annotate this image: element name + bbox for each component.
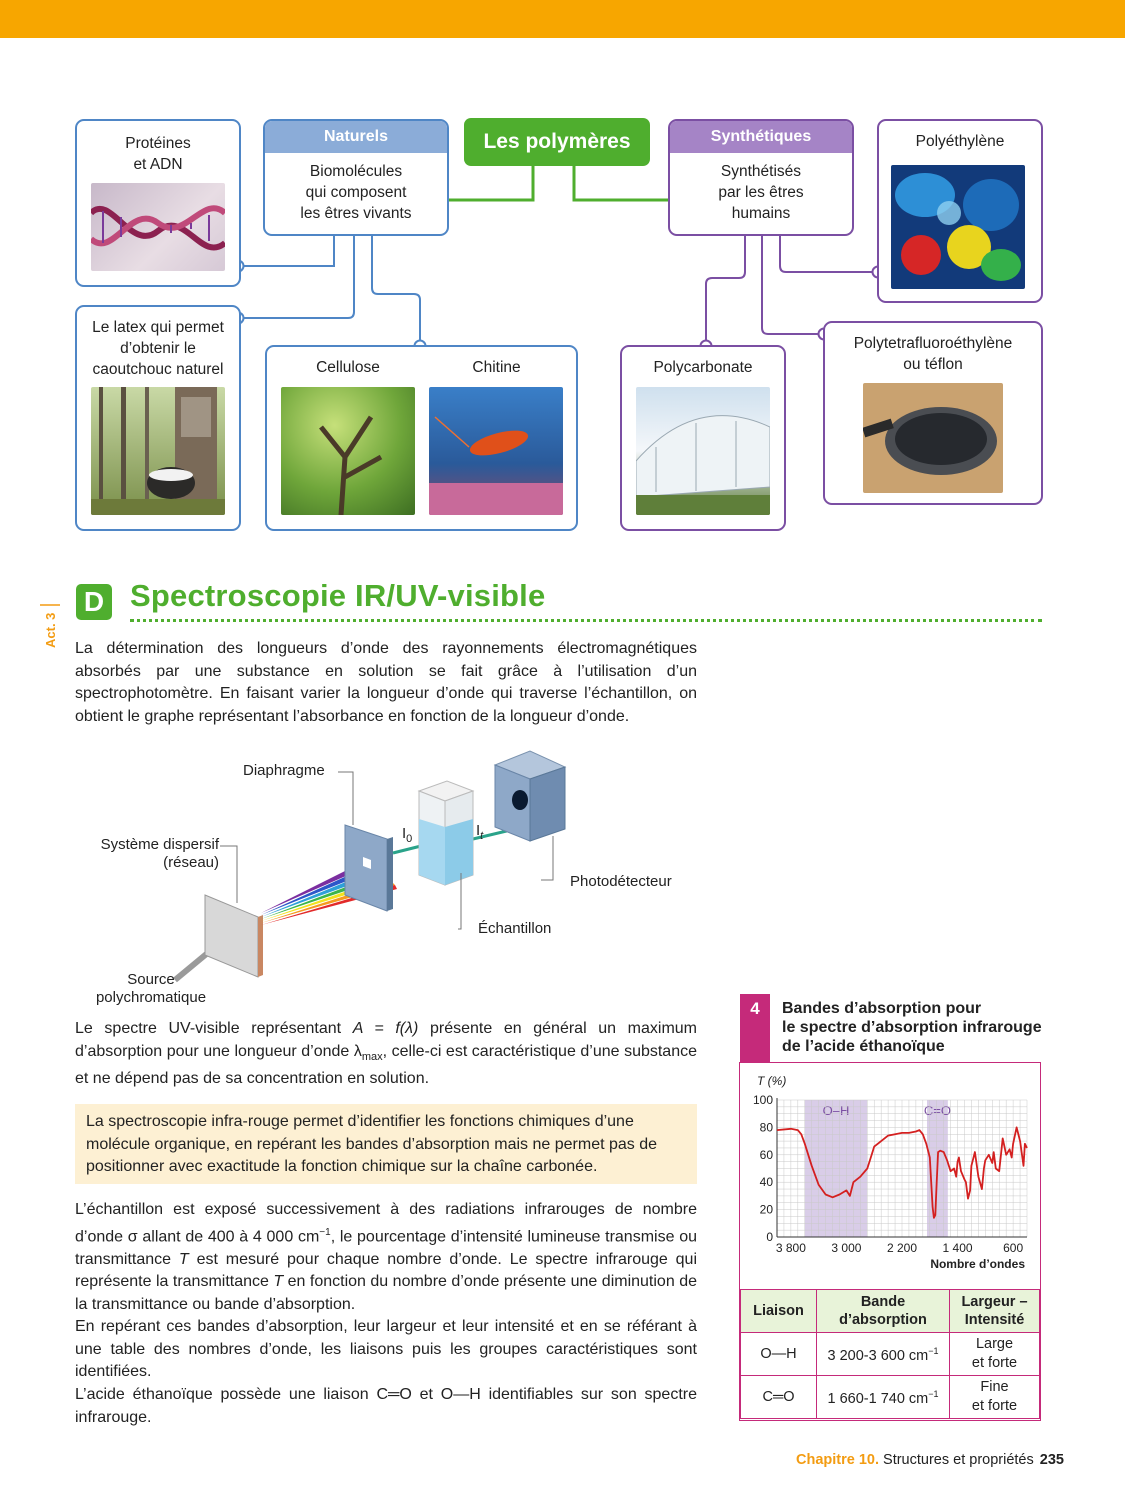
label-diaphragme: Diaphragme bbox=[243, 762, 325, 779]
table-row bbox=[741, 1333, 1040, 1376]
card-cellulose-chitine bbox=[265, 345, 578, 531]
y-tick-label: 80 bbox=[759, 1120, 773, 1135]
label-systeme-dispersif: Système dispersif (réseau) bbox=[100, 836, 219, 871]
cell-liaison: C═O bbox=[741, 1376, 817, 1419]
label-echantillon: Échantillon bbox=[478, 920, 552, 937]
label-i0: $I_0$ bbox=[402, 825, 413, 845]
x-axis-label: Nombre d’ondes bbox=[930, 1257, 1025, 1271]
grating bbox=[205, 895, 258, 977]
tree-photo bbox=[281, 387, 415, 515]
act-badge bbox=[38, 602, 62, 650]
dna-photo bbox=[91, 183, 225, 271]
x-tick-label: 2 200 bbox=[886, 1241, 918, 1255]
act-label: Act. 3 bbox=[43, 612, 58, 648]
col-liaison: Liaison bbox=[741, 1290, 817, 1333]
y-axis-label: T (%) bbox=[757, 1074, 787, 1088]
col-largeur: Largeur – Intensité bbox=[950, 1290, 1040, 1333]
polycarbonate-label: Polycarbonate bbox=[653, 359, 753, 376]
sample-cuvette bbox=[419, 781, 473, 885]
y-tick-label: 60 bbox=[759, 1147, 773, 1162]
ir-spectrum-chart bbox=[741, 1064, 1038, 1286]
shrimp-photo bbox=[429, 387, 563, 515]
card-teflon bbox=[823, 321, 1043, 505]
pan-photo bbox=[863, 383, 1003, 493]
polyethylene-label: Polyéthylène bbox=[915, 133, 1005, 150]
rubber-tree-photo bbox=[91, 387, 225, 515]
absorption-table bbox=[740, 1289, 1040, 1419]
page-footer: Chapitre 10. Structures et propriétés 235 bbox=[796, 1452, 1064, 1468]
ir-note-box bbox=[75, 1104, 697, 1184]
latex-label: Le latex qui permet d’obtenir le caoutchouc naturel bbox=[92, 319, 224, 378]
card-proteines-label: Protéines et ADN bbox=[125, 135, 191, 173]
section-title: Spectroscopie IR/UV-visible bbox=[130, 578, 546, 613]
y-tick-label: 100 bbox=[752, 1093, 773, 1107]
x-tick-label: 1 400 bbox=[942, 1241, 973, 1255]
figure-number: 4 bbox=[740, 994, 770, 1062]
label-photodetecteur: Photodétecteur bbox=[570, 873, 672, 890]
card-naturels bbox=[263, 119, 449, 236]
chitine-label: Chitine bbox=[472, 359, 521, 376]
cell-largeur: Large et forte bbox=[950, 1333, 1040, 1376]
ir-note-text: La spectroscopie infra-rouge permet d’identifier les fonctions chimiques d’une molécule organique, en repérant les bandes d’absorption mais ne permet pas de positionner avec exactitude la fonction chimique sur la chaîne carbonée. bbox=[86, 1113, 658, 1176]
photodetector bbox=[495, 751, 565, 841]
cell-bande: 1 660-1 740 $cm^{-1}$ bbox=[817, 1376, 950, 1419]
greenhouse-photo bbox=[636, 387, 770, 515]
bottles-photo bbox=[891, 165, 1025, 289]
cell-largeur: Fine et forte bbox=[950, 1376, 1040, 1419]
table-row bbox=[741, 1376, 1040, 1419]
cell-bande: 3 200-3 600 $cm^{-1}$ bbox=[817, 1333, 950, 1376]
teflon-label: Polytetrafluoroéthylène ou téflon bbox=[853, 335, 1013, 373]
label-it: $I_t$ bbox=[476, 822, 484, 842]
y-tick-label: 0 bbox=[766, 1230, 773, 1244]
map-center-title: Les polymères bbox=[464, 118, 650, 166]
x-tick-label: 3 800 bbox=[775, 1241, 806, 1255]
x-tick-label: 600 bbox=[1003, 1241, 1024, 1255]
cell-liaison: O—H bbox=[741, 1333, 817, 1376]
intro-paragraph: La détermination des longueurs d’onde des rayonnements électromagnétiques absorbés par une substance en solution se fait grâce à l’utilisation d’un spectrophotomètre. En faisant varier la longueur d’onde qui traverse l’échantillon, on obtient le graphe représentant l’absorbance en fonction de la longueur d’onde. bbox=[75, 640, 697, 725]
card-latex bbox=[75, 305, 241, 531]
cellulose-label: Cellulose bbox=[316, 359, 380, 376]
figure-title: Bandes d’absorption pour le spectre d’absorption infrarouge de l’acide éthanoïque bbox=[782, 1000, 1042, 1055]
synthetiques-header: Synthétiques bbox=[670, 121, 852, 153]
title-dotted-rule bbox=[130, 619, 1042, 622]
band-label: O–H bbox=[822, 1103, 850, 1118]
card-polyethylene bbox=[877, 119, 1043, 303]
ir-paragraphs: L’échantillon est exposé successivement à des radiations infrarouges de nombre d’onde σ allant de 400 à 4 000 $cm^{-1}$, le pourcentage d’intensité lumineuse transmise ou transmittance T est mesuré pour chaque nombre d’onde. Le spectre infrarouge qui représente la transmittance T en fonction du nombre d’onde présente une diminution de la transmittance ou bande d’absorption. En repérant ces bandes d’absorption, leur largeur et leur intensité et en se référant à une table des nombres d’onde, les liaisons puis les groupes caractéristiques sont identifiées. L’acide éthanoïque possède une liaison C═O et O—H identifiables sur son spectre infrarouge. bbox=[75, 1201, 698, 1426]
card-synthetiques bbox=[668, 119, 854, 236]
col-bande: Bande d’absorption bbox=[817, 1290, 950, 1333]
label-source: Source polychromatique bbox=[95, 971, 207, 1006]
uv-paragraph: Le spectre UV-visible représentant A = f(λ) présente en général un maximum d’absorption pour une longueur d’onde $\lambda_{max}$, celle-ci est caractéristique d’une substance et ne dépend pas de sa concentration en solution. bbox=[75, 1020, 698, 1088]
naturels-header: Naturels bbox=[265, 121, 447, 153]
y-tick-label: 40 bbox=[759, 1175, 773, 1190]
card-polycarbonate bbox=[620, 345, 786, 531]
section-letter: D bbox=[76, 584, 112, 620]
band-label: C=O bbox=[923, 1103, 951, 1118]
synthetiques-text: Synthétisés par les êtres humains bbox=[718, 163, 804, 222]
y-tick-label: 20 bbox=[759, 1202, 773, 1217]
x-tick-label: 3 000 bbox=[831, 1241, 862, 1255]
naturels-text: Biomolécules qui composent les êtres vivants bbox=[300, 163, 412, 222]
card-proteines-adn bbox=[75, 119, 241, 287]
